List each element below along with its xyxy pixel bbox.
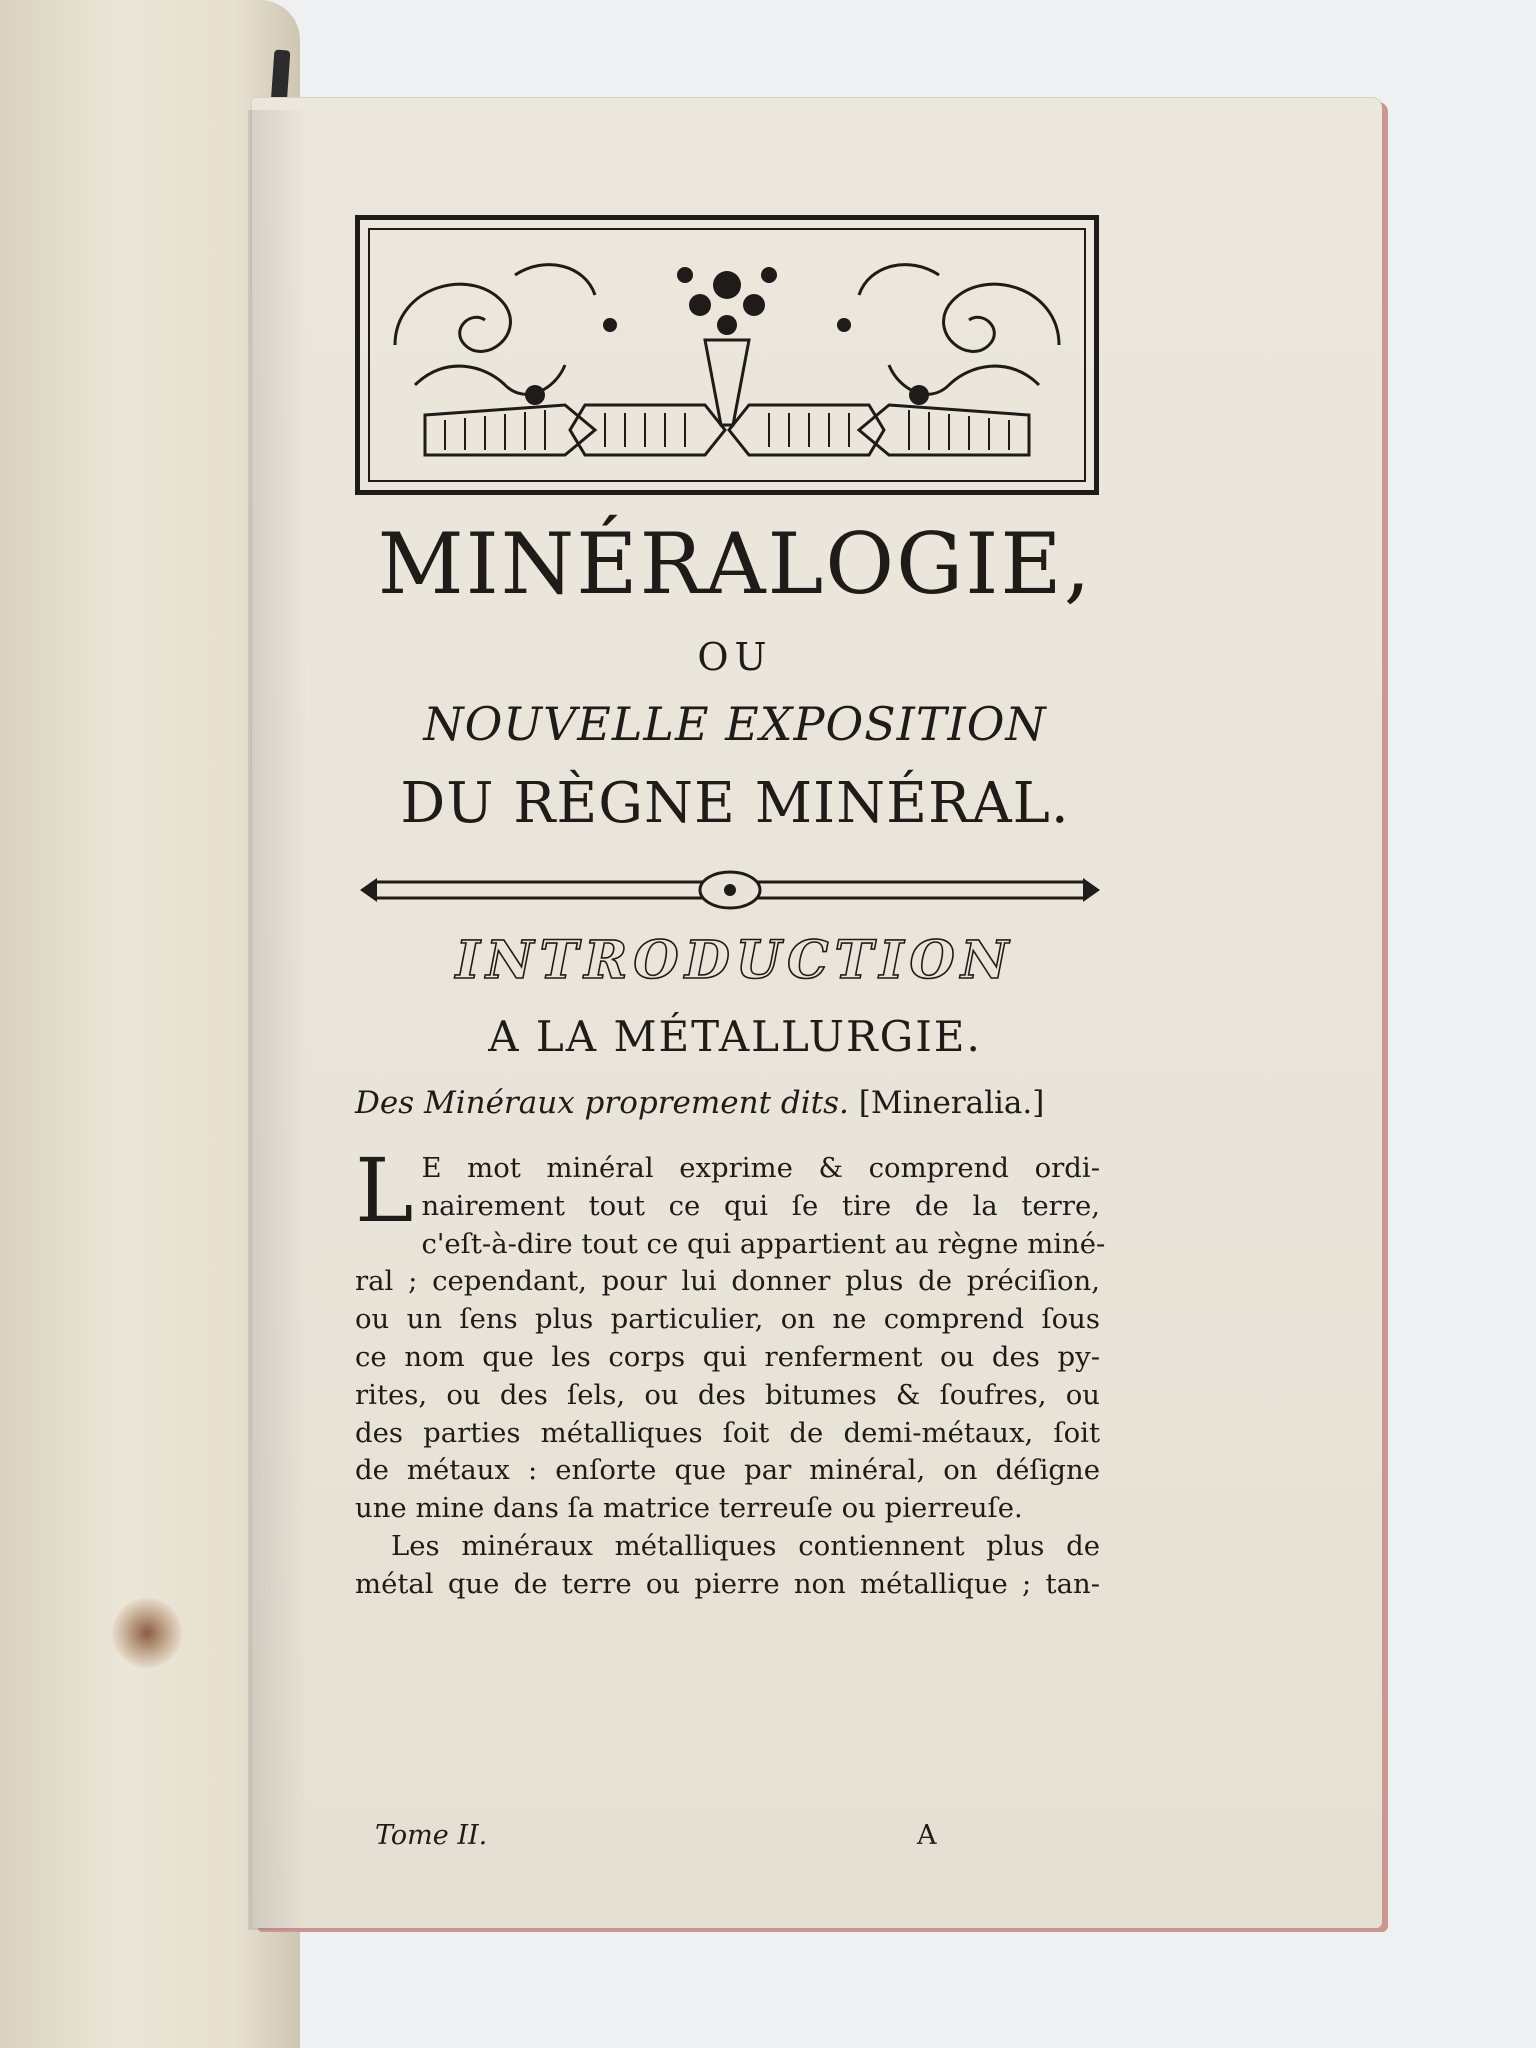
ornamental-rule [355, 860, 1105, 920]
introduction-heading: INTRODUCTION [455, 930, 1015, 991]
text-line: Les minéraux métalliques contiennent plus de [391, 1529, 1100, 1562]
text-line: métal que de terre ou pierre non métallique ; tan- [355, 1567, 1100, 1600]
drop-cap: L [355, 1139, 414, 1242]
subtitle-italic: NOUVELLE EXPOSITION [423, 697, 1047, 751]
section-heading [355, 1085, 1115, 1121]
text-line: de métaux : enſorte que par minéral, on déſigne [355, 1454, 1100, 1487]
signature-mark: A [917, 1820, 937, 1851]
conjunction-ou: OU [697, 635, 773, 679]
text-line: E mot minéral exprime & comprend ordi- [421, 1152, 1100, 1184]
page-title: MINÉRALOGIE, [377, 515, 1093, 613]
section-heading-french: Des Minéraux proprement dits. [355, 1085, 849, 1121]
text-line: ral ; cependant, pour lui donner plus de préciſion, [355, 1265, 1100, 1298]
text-line: nairement tout ce qui ſe tire de la terre, [421, 1189, 1100, 1222]
volume-label: Tome II. [375, 1820, 488, 1851]
metallurgie-heading: A LA MÉTALLURGIE. [488, 1012, 982, 1061]
text-line: ce nom que les corps qui renferment ou des py- [355, 1340, 1100, 1373]
text-line: des parties métalliques ſoit de demi-métaux, ſoit [355, 1416, 1100, 1449]
page-gutter-shadow [248, 110, 308, 1930]
subtitle: DU RÈGNE MINÉRAL. [400, 771, 1070, 836]
foxing-stain [112, 1598, 182, 1668]
body-text [355, 1139, 1106, 1604]
text-line: c'eſt-à-dire tout ce qui appartient au règne miné- [421, 1227, 1106, 1260]
text-line: ou un ſens plus particulier, on ne comprend ſous [355, 1303, 1100, 1336]
section-heading-latin: [Mineralia.] [858, 1085, 1045, 1121]
ornamental-headpiece [355, 215, 1099, 495]
text-line: rites, ou des ſels, ou des bitumes & ſoufres, ou [355, 1378, 1100, 1411]
text-line: une mine dans ſa matrice terreuſe ou pierreuſe. [355, 1492, 1023, 1525]
